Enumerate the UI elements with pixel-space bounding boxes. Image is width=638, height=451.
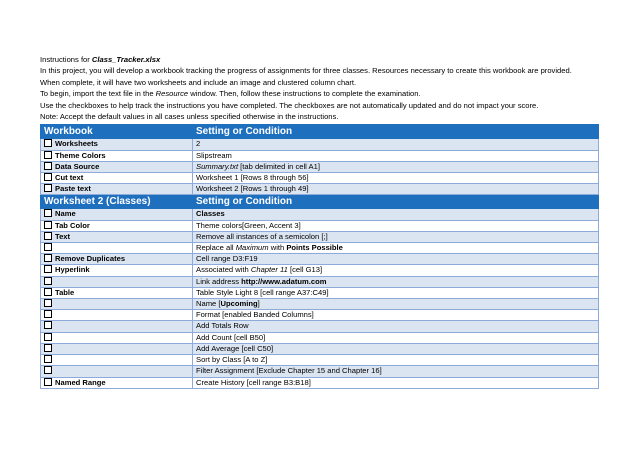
condition-cell: Worksheet 1 [Rows 8 through 56] <box>193 173 599 184</box>
condition-cell: Classes <box>193 209 599 220</box>
step-cell <box>41 254 193 265</box>
table-row <box>41 150 599 161</box>
condition-cell: Link address http://www.adatum.com <box>193 276 599 287</box>
checkbox-icon[interactable] <box>44 310 52 318</box>
step-label: Data Source <box>55 161 100 171</box>
table-row <box>41 173 599 184</box>
condition-cell: 2 <box>193 139 599 150</box>
table-row <box>41 355 599 366</box>
table-row <box>41 287 599 298</box>
step-label: Name <box>55 209 76 219</box>
condition-cell: Theme colors[Green, Accent 3] <box>193 220 599 231</box>
condition-cell: Sort by Class [A to Z] <box>193 355 599 366</box>
condition-cell: Associated with Chapter 11 [cell G13] <box>193 265 599 276</box>
condition-cell: Format [enabled Banded Columns] <box>193 310 599 321</box>
checkbox-icon[interactable] <box>44 288 52 296</box>
step-label: Paste text <box>55 184 91 194</box>
step-label: Tab Color <box>55 220 90 230</box>
table-row <box>41 184 599 195</box>
condition-cell: Worksheet 2 [Rows 1 through 49] <box>193 184 599 195</box>
table-row <box>41 299 599 310</box>
checkbox-icon[interactable] <box>44 209 52 217</box>
checkbox-icon[interactable] <box>44 333 52 341</box>
condition-cell: Name [Upcoming] <box>193 299 599 310</box>
instructions-line: To begin, import the text file in the Resource window. Then, follow these instructions to complete the examination. <box>40 89 421 99</box>
checkbox-icon[interactable] <box>44 321 52 329</box>
condition-cell: Replace all Maximum with Points Possible <box>193 243 599 254</box>
step-label: Worksheets <box>55 139 98 149</box>
condition-cell: Filter Assignment [Exclude Chapter 15 and Chapter 16] <box>193 366 599 377</box>
step-label: Table <box>55 287 75 297</box>
section-header-condition: Setting or Condition <box>193 125 599 139</box>
table-row <box>41 161 599 172</box>
condition-cell: Remove all instances of a semicolon [;] <box>193 231 599 242</box>
step-cell <box>41 343 193 354</box>
checkbox-icon[interactable] <box>44 378 52 386</box>
checkbox-icon[interactable] <box>44 254 52 262</box>
checkbox-icon[interactable] <box>44 265 52 273</box>
table-row <box>41 310 599 321</box>
step-cell <box>41 355 193 366</box>
table-row <box>41 377 599 388</box>
section-header-title: Worksheet 2 (Classes) <box>41 195 193 209</box>
step-cell <box>41 161 193 172</box>
section-header-condition: Setting or Condition <box>193 195 599 209</box>
step-cell <box>41 220 193 231</box>
step-label: Remove Duplicates <box>55 254 126 264</box>
step-cell <box>41 150 193 161</box>
checkbox-icon[interactable] <box>44 173 52 181</box>
step-cell <box>41 377 193 388</box>
checkbox-icon[interactable] <box>44 184 52 192</box>
step-cell <box>41 231 193 242</box>
checkbox-icon[interactable] <box>44 344 52 352</box>
step-label: Cut text <box>55 173 84 183</box>
condition-cell: Summary.txt [tab delimited in cell A1] <box>193 161 599 172</box>
condition-cell: Table Style Light 8 [cell range A37:C49] <box>193 287 599 298</box>
table-row <box>41 321 599 332</box>
step-cell <box>41 173 193 184</box>
table-row <box>41 343 599 354</box>
section-header-title: Workbook <box>41 125 193 139</box>
condition-cell: Slipstream <box>193 150 599 161</box>
step-cell <box>41 243 193 254</box>
step-cell <box>41 310 193 321</box>
section-header <box>41 195 599 209</box>
step-cell <box>41 287 193 298</box>
checkbox-icon[interactable] <box>44 162 52 170</box>
instructions-line: Note: Accept the default values in all cases unless specified otherwise in the instructions. <box>40 112 339 122</box>
step-cell <box>41 332 193 343</box>
instructions-line: Use the checkboxes to help track the instructions you have completed. The checkboxes are not automatically updated and do not impact your score. <box>40 100 539 110</box>
checkbox-icon[interactable] <box>44 243 52 251</box>
checkbox-icon[interactable] <box>44 151 52 159</box>
step-label: Text <box>55 231 71 241</box>
table-row <box>41 332 599 343</box>
step-label: Hyperlink <box>55 265 90 275</box>
instructions-line: When complete, it will have two worksheets and include an image and clustered column chart. <box>40 77 357 87</box>
checkbox-icon[interactable] <box>44 221 52 229</box>
table-row <box>41 366 599 377</box>
table-row <box>41 276 599 287</box>
task-table <box>40 124 599 388</box>
checkbox-icon[interactable] <box>44 232 52 240</box>
file-name: Class_Tracker.xlsx <box>91 55 161 64</box>
section-header <box>41 125 599 139</box>
step-cell <box>41 209 193 220</box>
table-row <box>41 231 599 242</box>
step-cell <box>41 265 193 276</box>
step-cell <box>41 366 193 377</box>
step-cell <box>41 184 193 195</box>
table-row <box>41 243 599 254</box>
condition-cell: Add Totals Row <box>193 321 599 332</box>
checkbox-icon[interactable] <box>44 277 52 285</box>
checkbox-icon[interactable] <box>44 139 52 147</box>
checkbox-icon[interactable] <box>44 355 52 363</box>
instructions-block <box>40 54 598 122</box>
step-label: Theme Colors <box>55 150 106 160</box>
checkbox-icon[interactable] <box>44 366 52 374</box>
condition-cell: Create History [cell range B3:B18] <box>193 377 599 388</box>
table-row <box>41 220 599 231</box>
table-row <box>41 209 599 220</box>
condition-cell: Cell range D3:F19 <box>193 254 599 265</box>
instructions-title: Instructions for Class_Tracker.xlsx <box>40 55 161 64</box>
condition-cell: Add Average [cell C50] <box>193 343 599 354</box>
step-cell <box>41 139 193 150</box>
step-cell <box>41 276 193 287</box>
step-label: Named Range <box>55 377 106 387</box>
checkbox-icon[interactable] <box>44 299 52 307</box>
instructions-page <box>40 54 598 389</box>
table-row <box>41 139 599 150</box>
condition-cell: Add Count [cell B50] <box>193 332 599 343</box>
instructions-line: In this project, you will develop a workbook tracking the progress of assignments for three classes. Resources necessary to create this workbook are provided. <box>40 66 572 76</box>
table-row <box>41 254 599 265</box>
step-cell <box>41 299 193 310</box>
step-cell <box>41 321 193 332</box>
table-row <box>41 265 599 276</box>
